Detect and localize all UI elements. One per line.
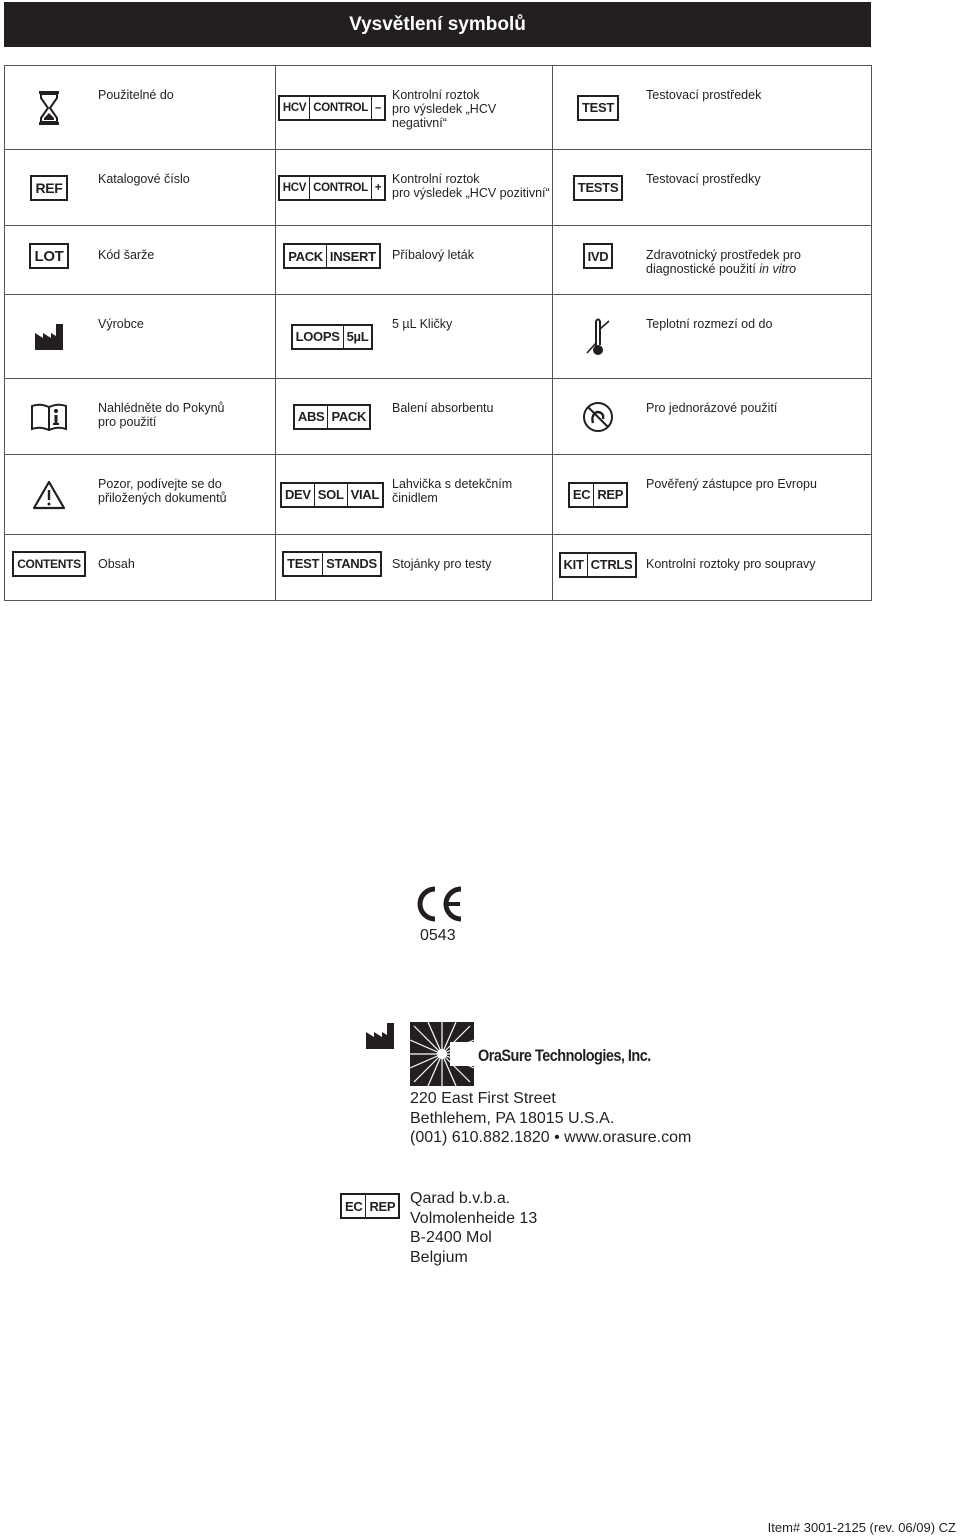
representative-line3: B-2400 Mol <box>410 1229 492 1246</box>
test-icon: TEST <box>577 95 619 121</box>
symbol-label: Obsah <box>98 557 135 571</box>
factory-icon <box>365 1022 395 1050</box>
ref-icon: REF <box>30 175 67 201</box>
symbol-label: Lahvička s detekčním činidlem <box>392 477 513 505</box>
symbols-table <box>4 65 872 601</box>
symbol-label: Testovací prostředek <box>646 88 762 102</box>
symbol-label: Pro jednorázové použití <box>646 401 778 415</box>
symbol-label: Balení absorbentu <box>392 401 494 415</box>
symbol-label: Kód šarže <box>98 248 155 262</box>
symbol-label: Příbalový leták <box>392 248 474 262</box>
hourglass-icon <box>5 66 93 149</box>
symbol-label: Výrobce <box>98 317 144 331</box>
contents-icon: CONTENTS <box>12 551 86 577</box>
symbol-label: Použitelné do <box>98 88 174 102</box>
hcv-control-positive-icon: HCV CONTROL + <box>278 175 387 201</box>
pack-insert-icon: PACK INSERT <box>283 243 381 269</box>
ec-rep-icon: EC REP <box>340 1193 400 1219</box>
loops-5ul-icon: LOOPS 5µL <box>291 324 374 350</box>
ce-mark-icon <box>415 886 465 922</box>
factory-icon <box>5 295 93 378</box>
symbol-label: Stojánky pro testy <box>392 557 492 571</box>
tests-icon: TESTS <box>573 175 623 201</box>
dev-sol-vial-icon: DEV SOL VIAL <box>280 482 384 508</box>
symbol-label: Teplotní rozmezí od do <box>646 317 773 331</box>
test-stands-icon: TEST STANDS <box>282 551 382 577</box>
single-use-icon <box>553 379 643 454</box>
representative-line2: Volmolenheide 13 <box>410 1209 538 1227</box>
symbol-label: Zdravotnický prostředek pro diagnostické použití in vitro <box>646 248 801 276</box>
ivd-icon: IVD <box>583 243 614 269</box>
abs-pack-icon: ABS PACK <box>293 404 371 430</box>
ec-rep-icon: EC REP <box>568 482 628 508</box>
symbol-label: 5 µL Kličky <box>392 317 453 331</box>
manufacturer-address-line3: (001) 610.882.1820 • www.orasure.com <box>410 1129 692 1146</box>
company-name: OraSure Technologies, Inc. <box>478 1046 651 1065</box>
orasure-logo-icon <box>410 1022 474 1086</box>
symbol-label: Kontrolní roztok pro výsledek „HCV pozitivní“ <box>392 172 550 200</box>
symbol-label: Pověřený zástupce pro Evropu <box>646 477 817 491</box>
caution-icon <box>5 455 93 534</box>
notified-body-number: 0543 <box>420 927 456 944</box>
kit-ctrls-icon: KIT CTRLS <box>559 552 638 578</box>
symbol-label: Kontrolní roztok pro výsledek „HCV negativní“ <box>392 88 497 130</box>
manufacturer-address-line2: Bethlehem, PA 18015 U.S.A. <box>410 1109 615 1127</box>
page-title: Vysvětlení symbolů <box>4 2 871 47</box>
instructions-book-icon <box>5 379 93 454</box>
representative-line4: Belgium <box>410 1248 468 1266</box>
thermometer-icon <box>553 295 643 378</box>
manufacturer-address-line1: 220 East First Street <box>410 1090 556 1107</box>
lot-icon: LOT <box>29 243 68 269</box>
symbol-label: Katalogové číslo <box>98 172 190 186</box>
symbol-label: Kontrolní roztoky pro soupravy <box>646 557 816 571</box>
symbol-label: Pozor, podívejte se do přiložených dokumentů <box>98 477 227 505</box>
item-number: Item# 3001-2125 (rev. 06/09) CZ <box>767 1520 956 1535</box>
symbol-label: Testovací prostředky <box>646 172 761 186</box>
symbol-label: Nahlédněte do Pokynů pro použití <box>98 401 225 429</box>
representative-line1: Qarad b.v.b.a. <box>410 1190 511 1207</box>
hcv-control-negative-icon: HCV CONTROL – <box>278 95 386 121</box>
